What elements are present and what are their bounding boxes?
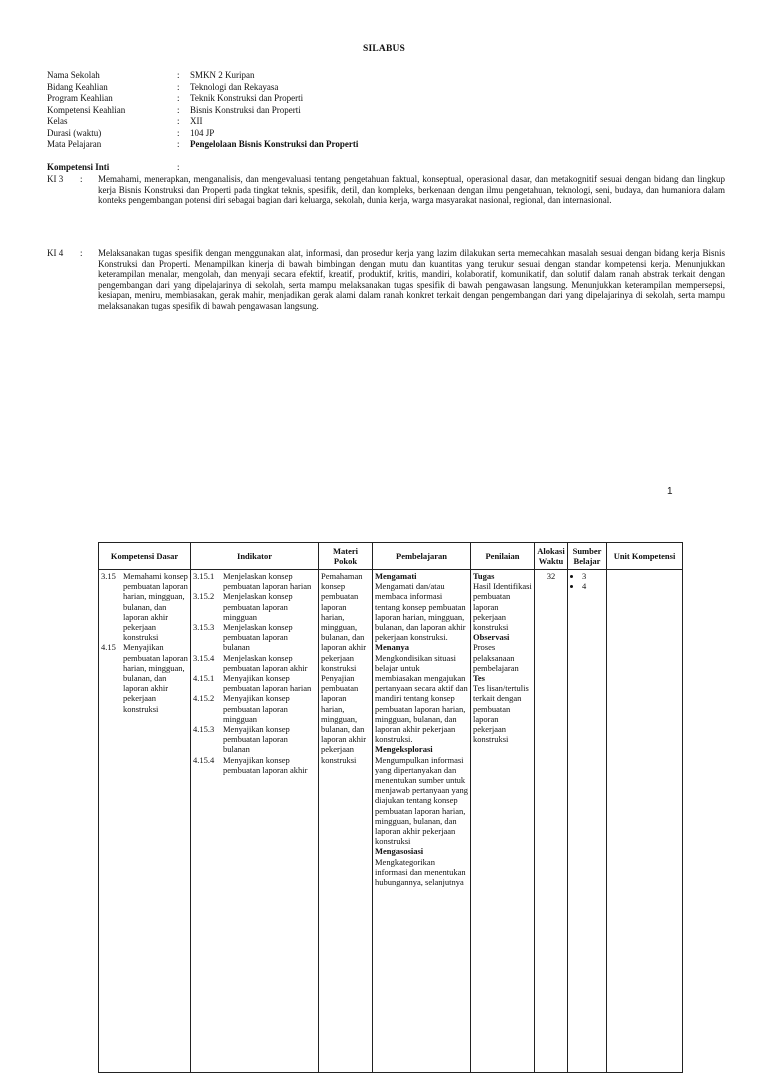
materi-item: Pemahaman konsep pembuatan laporan harian, mingguan, bulanan, dan laporan akhir pekerjaan konstruksi bbox=[321, 571, 367, 673]
identity-label: Kelas bbox=[47, 116, 68, 126]
identity-label: Program Keahlian bbox=[47, 93, 113, 103]
header-alokasi-waktu: Alokasi Waktu bbox=[535, 543, 568, 570]
pembelajaran-heading: Mengamati bbox=[375, 571, 417, 581]
ki-text: Memahami, menerapkan, menganalisis, dan mengevaluasi tentang pengetahuan faktual, konseptual, operasional dasar, dan metakognitif sesuai dengan bidang dan lingkup kerja Bisnis Konstruksi dan Properti pada tingkat teknis, spesifik, detil, dan kompleks, berkenaan dengan ilmu pengetahuan, teknologi, seni, budaya, dan humaniora dalam konteks pengembangan potensi diri sebagai bagian dari keluarga, sekolah, dunia kerja, warga masyarakat nasional, regional, dan internasional. bbox=[98, 174, 725, 205]
kd-number: 3.15 bbox=[101, 571, 116, 581]
ki-code: KI 4 bbox=[47, 248, 64, 258]
cell-penilaian bbox=[471, 570, 535, 1073]
indikator-number: 4.15.3 bbox=[193, 724, 215, 735]
header-sumber-belajar: Sumber Belajar bbox=[568, 543, 607, 570]
kd-item bbox=[101, 571, 188, 642]
indikator-item bbox=[193, 755, 316, 775]
pembelajaran-text: Mengamati dan/atau membaca informasi tentang konsep pembuatan laporan harian, mingguan, bulanan, dan laporan akhir pekerjaan konstruksi. bbox=[375, 581, 466, 643]
table-row bbox=[99, 570, 683, 1073]
alokasi-waktu-value: 32 bbox=[546, 571, 556, 581]
indikator-item bbox=[193, 571, 316, 591]
header-pembelajaran: Pembelajaran bbox=[373, 543, 471, 570]
penilaian-text: Tes lisan/tertulis terkait dengan pembuatan laporan pekerjaan konstruksi bbox=[473, 683, 529, 745]
ki-text: Melaksanakan tugas spesifik dengan menggunakan alat, informasi, dan prosedur kerja yang lazim dilakukan serta memecahkan masalah sesuai dengan bidang kerja Bisnis Konstruksi dan Properti. Menampilkan kinerja di bawah bimbingan dengan mutu dan kuantitas yang terukur sesuai dengan standar kompetensi kerja. Menunjukkan keterampilan menalar, mengolah, dan menyaji secara efektif, kreatif, produktif, kritis, mandiri, kolaboratif, komunikatif, dan solutif dalam ranah abstrak terkait dengan pengembangan dari yang dipelajarinya di sekolah, serta mampu melaksanakan tugas spesifik di bawah pengawasan langsung. Menunjukkan keterampilan mempersepsi, kesiapan, meniru, membiasakan, gerak mahir, menjadikan gerak alami dalam ranah konkret terkait dengan pengembangan dari yang dipelajarinya di sekolah, serta mampu melaksanakan tugas spesifik di bawah pengawasan langsung. bbox=[98, 248, 725, 311]
indikator-number: 4.15.4 bbox=[193, 754, 215, 765]
indikator-item bbox=[193, 693, 316, 724]
indikator-number: 3.15.3 bbox=[193, 622, 215, 633]
identity-label: Bidang Keahlian bbox=[47, 81, 108, 92]
pembelajaran-text: Mengumpulkan informasi yang dipertanyakan dan menentukan sumber untuk menjawab pertanyaan yang diajukan tentang konsep pembuatan laporan harian, mingguan, bulanan, dan laporan akhir pekerjaan konstruksi bbox=[375, 754, 468, 847]
ki-item: KI 4 : Melaksanakan tugas spesifik dengan menggunakan alat, informasi, dan prosedur kerja yang lazim dilakukan serta memecahkan masalah sesuai dengan bidang kerja Bisnis Konstruksi dan Properti. Menampilkan kinerja di bawah bimbingan dengan mutu dan kuantitas yang terukur sesuai dengan standar kompetensi kerja. Menunjukkan keterampilan menalar, mengolah, dan menyaji secara efektif, kreatif, produktif, kritis, mandiri, kolaboratif, komunikatif, dan solutif dalam ranah abstrak terkait dengan pengembangan dari yang dipelajarinya di sekolah, serta mampu melaksanakan tugas spesifik di bawah pengawasan langsung. Menunjukkan keterampilan mempersepsi, kesiapan, meniru, membiasakan, gerak mahir, menjadikan gerak alami dalam ranah konkret terkait dengan pengembangan dari yang dipelajarinya di sekolah, serta mampu melaksanakan tugas spesifik di bawah pengawasan langsung. bbox=[47, 248, 725, 311]
pembelajaran-heading: Mengeksplorasi bbox=[375, 744, 433, 755]
identity-label: Nama Sekolah bbox=[47, 70, 100, 80]
identity-value: Teknik Konstruksi dan Properti bbox=[190, 93, 304, 103]
pembelajaran-text: Mengkategorikan informasi dan menentukan hubungannya, selanjutnya bbox=[375, 856, 466, 888]
penilaian-text: Proses pelaksanaan pembelajaran bbox=[473, 642, 519, 673]
pembelajaran-heading: Menanya bbox=[375, 642, 409, 653]
indikator-text: Menyajikan konsep pembuatan laporan harian bbox=[223, 673, 312, 694]
indikator-text: Menjelaskan konsep pembuatan laporan akhir bbox=[223, 652, 308, 673]
silabus-table bbox=[98, 542, 683, 1073]
identity-value: Teknologi dan Rekayasa bbox=[190, 81, 279, 92]
indikator-text: Menyajikan konsep pembuatan laporan mingguan bbox=[223, 693, 290, 724]
indikator-item bbox=[193, 622, 316, 653]
cell-materi-pokok bbox=[319, 570, 373, 1073]
kd-text: Menyajikan pembuatan laporan harian, mingguan, bulanan, dan laporan akhir pekerjaan konstruksi bbox=[123, 642, 188, 714]
pembelajaran-heading: Mengasosiasi bbox=[375, 846, 424, 857]
cell-indikator bbox=[191, 570, 319, 1073]
pembelajaran-text: Mengkondisikan situasi belajar untuk membiasakan mengajukan pertanyaan secara aktif dan mandiri tentang konsep pembuatan laporan harian, mingguan, bulanan, dan laporan akhir pekerjaan konstruksi. bbox=[375, 652, 468, 745]
indikator-number: 4.15.2 bbox=[193, 693, 215, 704]
penilaian-heading: Observasi bbox=[473, 632, 510, 643]
indikator-text: Menjelaskan konsep pembuatan laporan bulanan bbox=[223, 622, 293, 653]
indikator-item bbox=[193, 724, 316, 755]
cell-unit-kompetensi bbox=[607, 570, 683, 1073]
identity-value: 104 JP bbox=[190, 127, 215, 138]
indikator-number: 3.15.2 bbox=[193, 591, 215, 602]
indikator-item bbox=[193, 653, 316, 673]
header-materi-pokok: Materi Pokok bbox=[319, 543, 373, 570]
indikator-text: Menjelaskan konsep pembuatan laporan harian bbox=[223, 571, 312, 592]
indikator-number: 3.15.4 bbox=[193, 652, 215, 663]
sumber-belajar-item: • 3 bbox=[582, 571, 604, 581]
table-header-row bbox=[99, 543, 683, 570]
identity-value: XII bbox=[190, 116, 203, 126]
ki-code: KI 3 bbox=[47, 174, 64, 184]
kd-number: 4.15 bbox=[101, 642, 116, 653]
indikator-number: 3.15.1 bbox=[193, 571, 215, 581]
indikator-text: Menjelaskan konsep pembuatan laporan mingguan bbox=[223, 591, 293, 622]
identity-label: Durasi (waktu) bbox=[47, 127, 102, 138]
identity-value: Pengelolaan Bisnis Konstruksi dan Properti bbox=[190, 139, 359, 149]
cell-kompetensi-dasar bbox=[99, 570, 191, 1073]
ki-item: KI 3 : Memahami, menerapkan, menganalisis, dan mengevaluasi tentang pengetahuan faktual, konseptual, operasional dasar, dan metakognitif sesuai dengan bidang dan lingkup kerja Bisnis Konstruksi dan Properti pada tingkat teknis, spesifik, detil, dan kompleks, berkenaan dengan ilmu pengetahuan, teknologi, seni, budaya, dan humaniora dalam konteks pengembangan potensi diri sebagai bagian dari keluarga, sekolah, dunia kerja, warga masyarakat nasional, regional, dan internasional. bbox=[47, 174, 725, 205]
sumber-belajar-item: • 4 bbox=[582, 581, 604, 591]
indikator-item bbox=[193, 673, 316, 693]
penilaian-heading: Tes bbox=[473, 673, 485, 684]
document-title: SILABUS bbox=[362, 44, 406, 54]
cell-pembelajaran bbox=[373, 570, 471, 1073]
penilaian-text: Hasil Identifikasi pembuatan laporan pekerjaan konstruksi bbox=[473, 581, 532, 633]
indikator-text: Menyajikan konsep pembuatan laporan akhir bbox=[223, 754, 308, 775]
identity-value: Bisnis Konstruksi dan Properti bbox=[190, 104, 301, 115]
identity-label: Kompetensi Keahlian bbox=[47, 104, 126, 115]
header-unit-kompetensi: Unit Kompetensi bbox=[607, 543, 683, 570]
header-indikator: Indikator bbox=[191, 543, 319, 570]
cell-sumber-belajar bbox=[568, 570, 607, 1073]
penilaian-heading: Tugas bbox=[473, 571, 495, 581]
header-kompetensi-dasar: Kompetensi Dasar bbox=[99, 543, 191, 570]
indikator-text: Menyajikan konsep pembuatan laporan bulanan bbox=[223, 724, 290, 755]
indikator-number: 4.15.1 bbox=[193, 673, 215, 684]
kd-text: Memahami konsep pembuatan laporan harian, mingguan, bulanan, dan laporan akhir pekerjaan konstruksi bbox=[123, 571, 188, 643]
kd-item bbox=[101, 642, 188, 713]
kompetensi-inti-heading: Kompetensi Inti bbox=[47, 162, 110, 172]
sumber-belajar-list bbox=[570, 571, 604, 591]
page-number: 1 bbox=[667, 486, 673, 497]
identity-value: SMKN 2 Kuripan bbox=[190, 70, 255, 80]
identity-label: Mata Pelajaran bbox=[47, 139, 102, 149]
cell-alokasi-waktu bbox=[535, 570, 568, 1073]
header-penilaian: Penilaian bbox=[471, 543, 535, 570]
indikator-item bbox=[193, 591, 316, 622]
document-page: SILABUS Nama Sekolah : SMKN 2 Kuripan Bidang Keahlian : Teknologi dan Rekayasa Program Keahlian : Teknik Konstruksi dan Properti Kompetensi Keahlian : Bisnis Konstruksi dan Properti Kelas : XII Durasi (waktu) : 104 JP Mata Pelajaran : Pengelolaan Bisnis Konstruksi dan Properti Kompetensi Inti : KI 3 : Memahami, menerapkan, menganalisis, dan mengevaluasi tentang pengetahuan faktual, konseptual, operasional dasar, dan metakognitif sesuai dengan bidang dan lingkup kerja Bisnis Konstruksi dan Properti pada tingkat teknis, spesifik, detil, dan kompleks, berkenaan dengan ilmu pengetahuan, teknologi, seni, budaya, dan humaniora dalam konteks pengembangan potensi diri sebagai bagian dari keluarga, sekolah, dunia kerja, warga masyarakat nasional, regional, dan internasional. KI 4 : Melaksanakan tugas spesifik dengan menggunakan alat, informasi, dan prosedur kerja yang lazim dilakukan serta memecahkan masalah sesuai dengan bidang kerja Bisnis Konstruksi dan Properti. Menampilkan kinerja di bawah bimbingan dengan mutu dan kuantitas yang terukur sesuai dengan standar kompetensi kerja. Menunjukkan keterampilan menalar, mengolah, dan menyaji secara efektif, kreatif, produktif, kritis, mandiri, kolaboratif, komunikatif, dan solutif dalam ranah abstrak terkait dengan pengembangan dari yang dipelajarinya di sekolah, serta mampu melaksanakan tugas spesifik di bawah pengawasan langsung. Menunjukkan keterampilan mempersepsi, kesiapan, meniru, membiasakan, gerak mahir, menjadikan gerak alami dalam ranah konkret terkait dengan pengembangan dari yang dipelajarinya di sekolah, serta mampu melaksanakan tugas spesifik di bawah pengawasan langsung. 1 Kompetensi Dasar Indikator Materi Pokok Pembelajaran Penilaian Alokasi Waktu Sumber Belajar Unit Kompetensi 3.15 Memahami konsep pembuatan laporan harian, mingguan, bulanan, dan laporan akhir pekerjaan konstruksi 4.15 Menyajikan pembuatan laporan harian, mingguan, bulanan, dan laporan akhir pekerjaan konstruksi 3.15.1 Menjelaskan konsep pembuatan laporan harian 3.15.2 Menjelaskan konsep pembuatan laporan mingguan 3.15.3 Menjelaskan konsep pembuatan laporan bulanan 3.15.4 Menjelaskan konsep pembuatan laporan akhir 4.15.1 Menyajikan konsep pembuatan laporan harian 4.15.2 Menyajikan konsep pembuatan laporan mingguan 4.15.3 Menyajikan konsep pembuatan laporan bulanan 4.15.4 Menyajikan konsep pembuatan laporan akhir Pemahaman konsep pembuatan laporan harian, mingguan, bulanan, dan laporan akhir pekerjaan konstruksi Penyajian pembuatan laporan harian, mingguan, bulanan, dan laporan akhir pekerjaan konstruksi Mengamati Mengamati dan/atau membaca informasi tentang konsep pembuatan laporan harian, mingguan, bulanan, dan laporan akhir pekerjaan konstruksi. Menanya Mengkondisikan situasi belajar untuk membiasakan mengajukan pertanyaan secara aktif dan mandiri tentang konsep pembuatan laporan harian, mingguan, bulanan, dan laporan akhir pekerjaan konstruksi. Mengeksplorasi Mengumpulkan informasi yang dipertanyakan dan menentukan sumber untuk menjawab pertanyaan yang diajukan tentang konsep pembuatan laporan harian, mingguan, bulanan, dan laporan akhir pekerjaan konstruksi Mengasosiasi Mengkategorikan informasi dan menentukan hubungannya, selanjutnya Tugas Hasil Identifikasi pembuatan laporan pekerjaan konstruksi Observasi Proses pelaksanaan pembelajaran Tes Tes lisan/tertulis terkait dengan pembuatan laporan pekerjaan konstruksi 32 • 3 • 4 bbox=[0, 0, 768, 1024]
materi-item: Penyajian pembuatan laporan harian, mingguan, bulanan, dan laporan akhir pekerjaan konstruksi bbox=[321, 673, 367, 765]
